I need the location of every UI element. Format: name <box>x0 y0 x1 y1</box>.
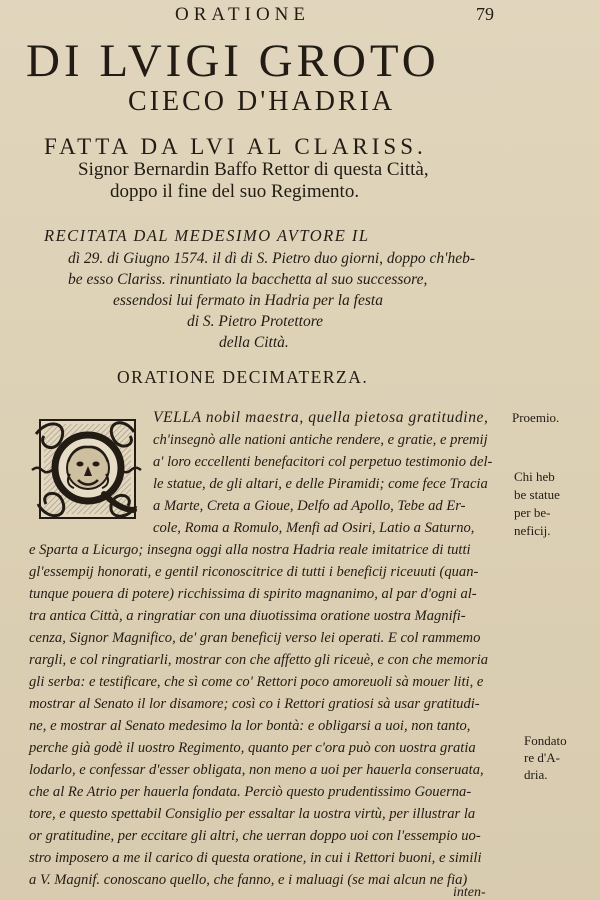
body-line: a Marte, Creta a Gioue, Delfo ad Apollo, Tebe ad Er- <box>153 498 466 514</box>
body-line: mostrar al Senato il lor disamore; così co i Rettori gratiosi sà usar gratitudi- <box>29 696 480 712</box>
margin-note-proemio <box>512 410 559 426</box>
occasion-line: Signor Bernardin Baffo Rettor di questa Città, <box>78 159 429 180</box>
margin-note-line: Chi heb <box>514 469 555 484</box>
body-line: stro imposero a me il carico di questa oratione, in cui i Rettori buoni, e simili <box>29 850 482 866</box>
body-line: tra antica Città, a ringratiar con una diuotissima oratione uostra Magnifi- <box>29 608 466 624</box>
body-line: or gratitudine, per eccitare gli altri, che uerran doppo uoi con l'essempio uo- <box>29 828 481 844</box>
body-line: ne, e mostrar al Senato medesimo la lor bontà: e obligarsi a uoi, non tanto, <box>29 718 471 734</box>
occasion-line: FATTA DA LVI AL CLARISS. <box>44 134 427 159</box>
body-line: tunque pouera di potere) ricchissima di spirito magnanimo, al par d'ogni al- <box>29 586 477 602</box>
margin-note-founder <box>524 732 567 783</box>
page-number: 79 <box>476 4 494 24</box>
body-line: e Sparta a Licurgo; insegna oggi alla nostra Hadria reale imitatrice di tutti <box>29 542 471 558</box>
body-line: VELLA nobil maestra, quella pietosa gratitudine, <box>153 409 489 426</box>
body-line: le statue, de gli altari, e delle Piramidi; come fece Tracia <box>153 476 488 492</box>
recital-line: be esso Clariss. rinuntiato la bacchetta al suo successore, <box>68 271 428 288</box>
margin-note-line: per be- <box>514 505 551 520</box>
title-subtitle: CIECO D'HADRIA <box>128 86 396 117</box>
margin-note-statues <box>514 468 560 540</box>
margin-note-line: dria. <box>524 767 548 782</box>
body-line: cenza, Signor Magnifico, de' gran beneficij verso lei operati. E col rammemo <box>29 630 481 646</box>
body-line: perche già godè il uostro Regimento, quanto per c'ora può con uostra gratia <box>29 740 476 756</box>
title-author: DI LVIGI GROTO <box>26 35 440 87</box>
body-line: a V. Magnif. conoscano quello, che fanno, e i maluagi (se mai alcun ne fia) <box>29 872 468 888</box>
body-line: cole, Roma a Romulo, Menfi ad Osiri, Latio a Saturno, <box>153 520 475 536</box>
body-line: gl'essempij honorati, e gentil riconoscitrice di tutti i beneficij riceuuti (quan- <box>29 564 479 580</box>
body-line: rargli, e col ringratiarli, mostrar con che affetto gli riceuè, e con che memoria <box>29 652 489 668</box>
margin-note-line: re d'A- <box>524 750 560 765</box>
body-line: che al Re Atrio per hauerla fondata. Perciò questo prudentissimo Gouerna- <box>29 784 472 800</box>
recital-line: di S. Pietro Protettore <box>187 313 324 330</box>
margin-note-line: be statue <box>514 487 560 502</box>
section-heading: ORATIONE DECIMATERZA. <box>117 367 369 387</box>
body-line: gli serba: e testificare, che sì come co' Rettori poco amoreuoli sà mouer liti, e <box>29 674 484 690</box>
body-line: tore, e questo spettabil Consiglio per essaltar la uostra virtù, per illustrar la <box>29 806 476 822</box>
running-title: ORATIONE <box>175 4 310 25</box>
recital-line: della Città. <box>219 334 289 351</box>
margin-note-line: Fondato <box>524 733 567 748</box>
body-line: a' loro eccellenti benefacitori col perpetuo testimonio del- <box>153 454 493 470</box>
margin-note-line: Proemio. <box>512 410 560 425</box>
occasion-line: doppo il fine del suo Regimento. <box>110 181 360 202</box>
recital-line: dì 29. di Giugno 1574. il dì di S. Pietro duo giorni, doppo ch'heb- <box>68 250 476 267</box>
ornamental-initial-icon <box>30 414 143 526</box>
recital-line: RECITATA DAL MEDESIMO AVTORE IL <box>44 226 370 245</box>
recital-line: essendosi lui fermato in Hadria per la festa <box>113 292 383 309</box>
margin-note-line: neficij. <box>514 523 551 538</box>
body-line: lodarlo, e confessar d'esser obligata, non meno a uoi per hauerla conseruata, <box>29 762 484 778</box>
catchword: inten- <box>453 885 486 900</box>
body-line: ch'insegnò alle nationi antiche rendere, e gratie, e premij <box>153 432 488 448</box>
